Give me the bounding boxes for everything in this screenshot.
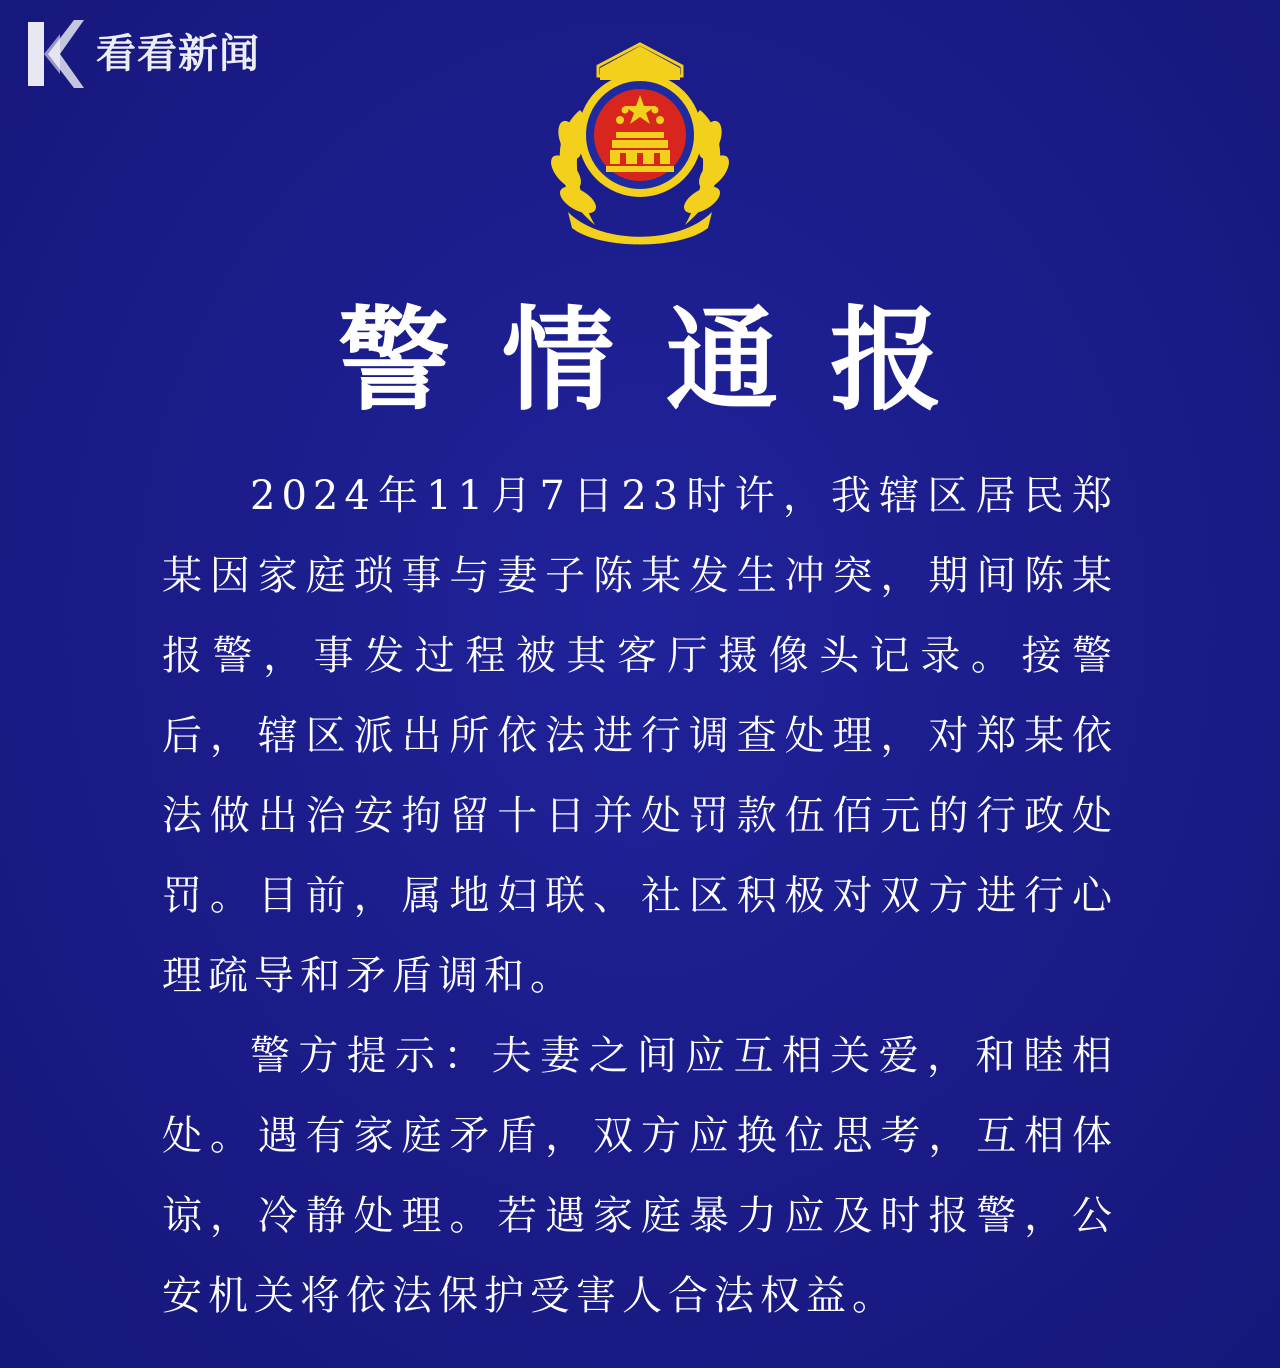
watermark-text: 看看新闻 xyxy=(96,31,260,77)
notice-body xyxy=(162,456,1118,1336)
kankan-watermark xyxy=(24,16,260,92)
police-emblem-icon xyxy=(540,40,740,245)
police-emblem xyxy=(540,40,740,245)
page-title: 警情通报 xyxy=(338,295,994,426)
notice-paragraph-1: 2024年11月7日23时许，我辖区居民郑某因家庭琐事与妻子陈某发生冲突，期间陈某报警，事发过程被其客厅摄像头记录。接警后，辖区派出所依法进行调查处理，对郑某依法做出治安拘留十日并处罚款伍佰元的行政处罚。目前，属地妇联、社区积极对双方进行心理疏导和矛盾调和。 xyxy=(162,473,1118,999)
kankan-k-logo-icon xyxy=(24,16,86,92)
notice-paragraph-2: 警方提示：夫妻之间应互相关爱，和睦相处。遇有家庭矛盾，双方应换位思考，互相体谅，冷静处理。若遇家庭暴力应及时报警，公安机关将依法保护受害人合法权益。 xyxy=(162,1033,1118,1319)
